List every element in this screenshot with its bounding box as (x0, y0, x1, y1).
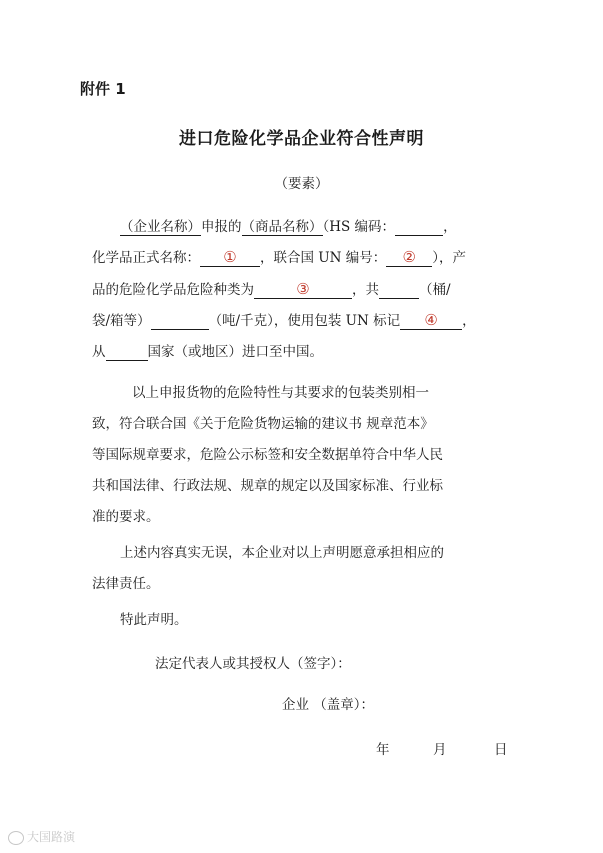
para2-line2: 致，符合联合国《关于危险货物运输的建议书 规章范本》 (92, 416, 434, 432)
circle-marker-1: ① (223, 248, 237, 266)
quantity-blank (379, 282, 419, 299)
para2-line4: 共和国法律、行政法规、规章的规定以及国家标准、行业标 (92, 478, 443, 494)
un-number-label: ，联合国 UN 编号： (260, 250, 387, 266)
para3-line2: 法律责任。 (92, 576, 160, 592)
para1-line2 (92, 246, 466, 267)
signature-line: 法定代表人或其授权人（签字）： (155, 656, 351, 672)
quantity-label: ，共 (352, 282, 379, 298)
para2-line5: 准的要求。 (92, 509, 160, 525)
chemical-name-blank (200, 249, 260, 267)
from-text: 从 (92, 344, 106, 360)
hazard-class-blank (254, 281, 352, 299)
para1-line1 (120, 215, 457, 236)
country-blank (106, 344, 148, 361)
weight-blank (151, 313, 209, 330)
seal-line: 企业 （盖章）： (282, 697, 375, 713)
chemical-name-label: 化学品正式名称： (92, 250, 200, 266)
product-name-field: （商品名称） (241, 219, 323, 235)
hazard-class-label: 品的危险化学品危险种类为 (92, 282, 254, 298)
para1-line5 (92, 340, 323, 361)
company-name-field: （企业名称） (120, 219, 201, 235)
hs-code-label: （HS 编码： (322, 219, 396, 235)
package-unit-text: （桶/ (419, 282, 451, 298)
date-day: 日 (494, 742, 508, 758)
un-number-blank (386, 249, 432, 267)
watermark-text: 大国路演 (27, 830, 76, 844)
circle-marker-2: ② (402, 248, 416, 266)
closing-text: 特此声明。 (120, 612, 188, 628)
declared-by-text: 申报的 (201, 219, 242, 235)
date-year: 年 (376, 742, 390, 758)
line4-end: ， (462, 313, 476, 329)
para1-line4 (92, 309, 476, 330)
date-month: 月 (433, 742, 447, 758)
para2-line1: 以上申报货物的危险特性与其要求的包装类别相一 (132, 385, 429, 401)
attachment-label: 附件 1 (80, 80, 126, 98)
circle-marker-4: ④ (424, 311, 438, 329)
circle-marker-3: ③ (296, 280, 310, 298)
hs-code-blank (395, 219, 443, 236)
para3-line1: 上述内容真实无误，本企业对以上声明愿意承担相应的 (120, 545, 444, 561)
import-text: 国家（或地区）进口至中国。 (147, 344, 323, 360)
watermark (8, 828, 75, 845)
para2-line3: 等国际规章要求，危险公示标签和安全数据单符合中华人民 (92, 447, 443, 463)
line2-end: ），产 (432, 250, 467, 266)
document-title: 进口危险化学品企业符合性声明 (179, 129, 424, 149)
un-mark-blank (400, 312, 462, 330)
un-mark-label: （吨/千克），使用包装 UN 标记 (208, 313, 401, 329)
package-unit-text-cont: 袋/箱等） (92, 313, 151, 329)
watermark-logo-icon (8, 831, 24, 845)
line1-end: ， (443, 219, 457, 235)
para1-line3 (92, 278, 451, 299)
document-subtitle: （要素） (274, 176, 329, 192)
